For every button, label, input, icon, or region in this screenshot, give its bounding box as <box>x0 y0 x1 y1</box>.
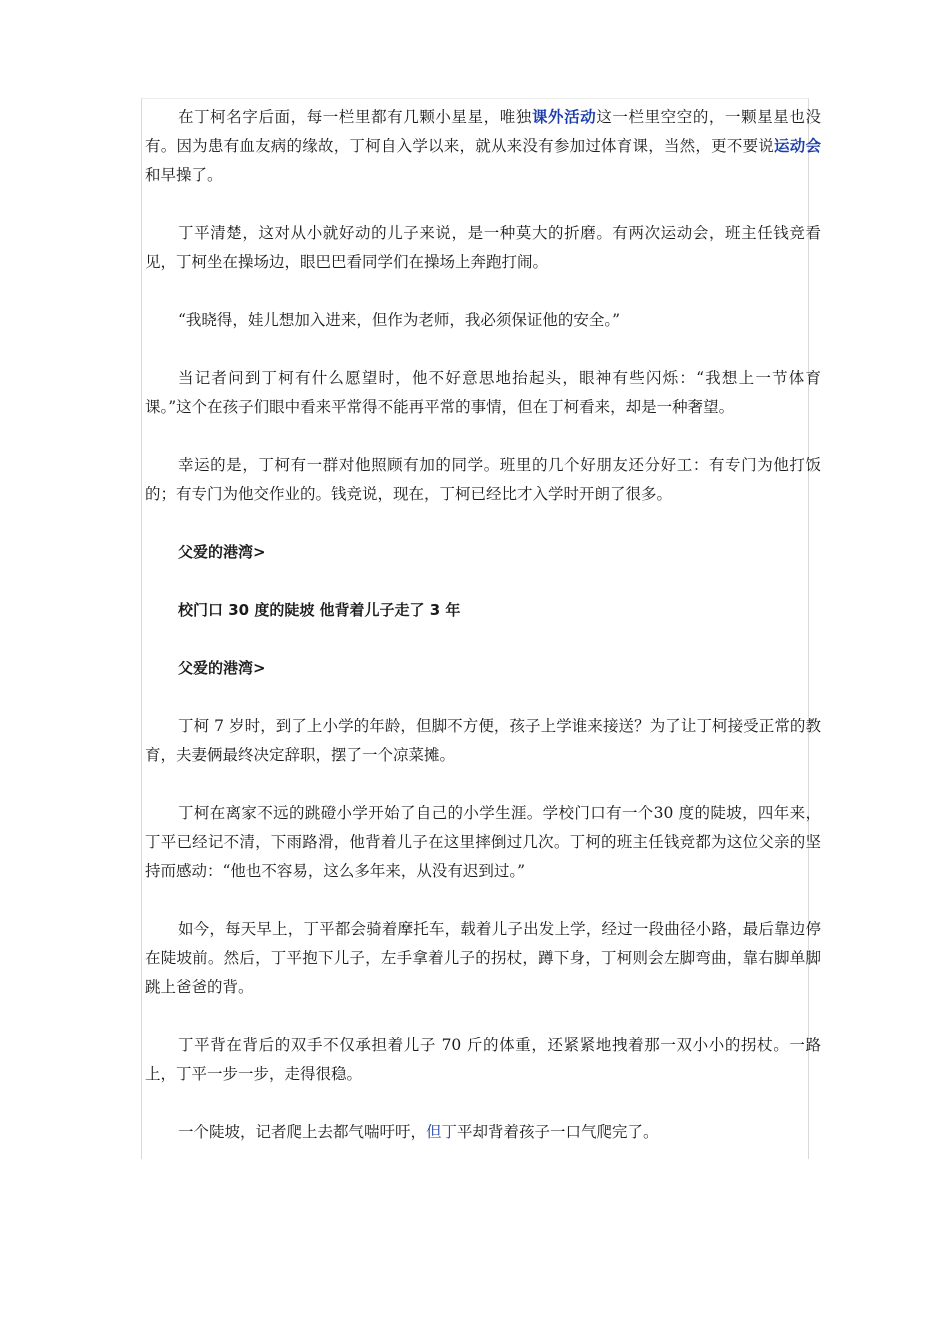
paragraph-4: 当记者问到丁柯有什么愿望时，他不好意思地抬起头，眼神有些闪烁：“我想上一节体育课。”这个在孩子们眼中看来平常得不能再平常的事情，但在丁柯看来，却是一种奢望。 <box>145 369 821 416</box>
paragraph-9: 丁平背在背后的双手不仅承担着儿子 70 斤的体重，还紧紧地拽着那一双小小的拐杖。一路上，丁平一步一步，走得很稳。 <box>145 1036 821 1083</box>
paragraph-8: 如今，每天早上，丁平都会骑着摩托车，载着儿子出发上学，经过一段曲径小路，最后靠边停在陡坡前。然后，丁平抱下儿子，左手拿着儿子的拐杖，蹲下身，丁柯则会左脚弯曲，靠右脚单脚跳上爸爸的背。 <box>145 920 821 996</box>
paragraph-1 <box>145 103 821 190</box>
section-heading-3: 父爱的港湾> <box>178 659 266 677</box>
paragraph-3: “我晓得，娃儿想加入进来，但作为老师，我必须保证他的安全。” <box>178 311 621 329</box>
paragraph-2: 丁平清楚，这对从小就好动的儿子来说，是一种莫大的折磨。有两次运动会，班主任钱竞看见，丁柯坐在操场边，眼巴巴看同学们在操场上奔跑打闹。 <box>145 224 821 271</box>
paragraph-1-text-c: 和早操了。 <box>145 166 223 184</box>
paragraph-5: 幸运的是，丁柯有一群对他照顾有加的同学。班里的几个好朋友还分好工：有专门为他打饭的；有专门为他交作业的。钱竞说，现在，丁柯已经比才入学时开朗了很多。 <box>145 456 821 503</box>
section-heading-2: 校门口 30 度的陡坡 他背着儿子走了 3 年 <box>178 601 461 619</box>
paragraph-10-text-b: 平却背着孩子一口气爬完了。 <box>457 1123 659 1141</box>
link-sports-meet[interactable]: 运动会 <box>774 137 821 155</box>
link-dante[interactable]: 但丁 <box>426 1123 458 1141</box>
paragraph-1-text-b: 这一栏里空空的，一颗星星也没有。因为患有血友病的缘故，丁柯自入学以来，就从来没有参加过体育课，当然，更不要说 <box>145 108 821 155</box>
article-body <box>145 103 821 1147</box>
paragraph-7: 丁柯在离家不远的跳磴小学开始了自己的小学生涯。学校门口有一个30 度的陡坡，四年来，丁平已经记不清，下雨路滑，他背着儿子在这里摔倒过几次。丁柯的班主任钱竞都为这位父亲的坚持而感动：“他也不容易，这么多年来，从没有迟到过。” <box>145 804 821 880</box>
link-extracurricular[interactable]: 课外活动 <box>531 108 597 126</box>
section-heading-1: 父爱的港湾> <box>178 543 266 561</box>
paragraph-6: 丁柯 7 岁时，到了上小学的年龄，但脚不方便，孩子上学谁来接送？为了让丁柯接受正常的教育，夫妻俩最终决定辞职，摆了一个凉菜摊。 <box>145 717 821 764</box>
paragraph-10 <box>145 1118 821 1147</box>
paragraph-10-text-a: 一个陡坡，记者爬上去都气喘吁吁， <box>178 1123 427 1141</box>
paragraph-1-text-a: 在丁柯名字后面，每一栏里都有几颗小星星，唯独 <box>178 108 532 126</box>
